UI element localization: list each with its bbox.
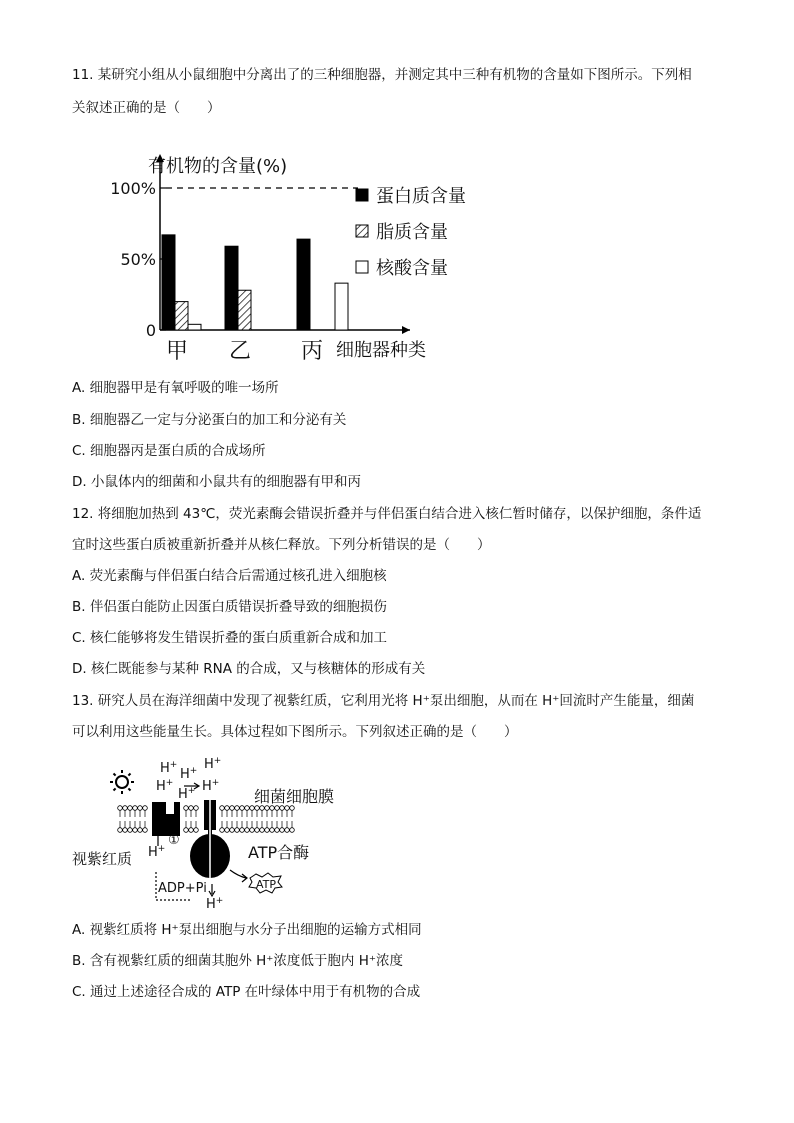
h-plus-label-4: H+ — [156, 778, 174, 794]
bar-0-1 — [175, 302, 188, 330]
lipid-head — [280, 806, 285, 811]
lipid-head — [184, 806, 189, 811]
h-plus-label-1: H+ — [160, 760, 178, 776]
lipid-head — [260, 828, 265, 833]
lipid-head — [118, 828, 123, 833]
legend-label: 核酸含量 — [376, 258, 448, 279]
q11-option-d[interactable]: D. 小鼠体内的细菌和小鼠共有的细胞器有甲和丙 — [72, 474, 361, 490]
q13-option-a[interactable]: A. 视紫红质将 H⁺泵出细胞与水分子出细胞的运输方式相同 — [72, 922, 422, 938]
circle-number-label: ① — [168, 833, 180, 848]
h-plus-label-3: H+ — [204, 756, 222, 772]
category-label: 甲 — [166, 339, 189, 364]
lipid-head — [240, 806, 245, 811]
category-label: 乙 — [229, 339, 252, 364]
lipid-head — [245, 828, 250, 833]
lipid-head — [260, 806, 265, 811]
lipid-head — [230, 806, 235, 811]
lipid-head — [220, 806, 225, 811]
q12-option-c[interactable]: C. 核仁能够将发生错误折叠的蛋白质重新合成和加工 — [72, 630, 388, 646]
rhodopsin-label: 视紫红质 — [72, 850, 133, 868]
lipid-head — [230, 828, 235, 833]
lipid-head — [118, 806, 123, 811]
bar-0-2 — [188, 324, 201, 330]
bar-2-0 — [297, 239, 310, 330]
q13-stem-line2: 可以利用这些能量生长。具体过程如下图所示。下列叙述正确的是（ ） — [72, 724, 518, 740]
bar-0-0 — [162, 235, 175, 330]
q13-option-b[interactable]: B. 含有视紫红质的细菌其胞外 H⁺浓度低于胞内 H⁺浓度 — [72, 953, 403, 969]
h-plus-label-6: H+ — [202, 778, 220, 794]
lipid-head — [255, 806, 260, 811]
organelle-content-chart — [110, 150, 500, 365]
lipid-head — [285, 828, 290, 833]
lipid-head — [123, 828, 128, 833]
q12-option-d[interactable]: D. 核仁既能参与某种 RNA 的合成，又与核糖体的形成有关 — [72, 661, 426, 677]
lipid-head — [189, 806, 194, 811]
q11-option-c[interactable]: C. 细胞器丙是蛋白质的合成场所 — [72, 443, 266, 459]
h-plus-label-inside: H+ — [148, 844, 166, 860]
lipid-head — [255, 828, 260, 833]
q11-option-a[interactable]: A. 细胞器甲是有氧呼吸的唯一场所 — [72, 380, 279, 396]
y-axis-label: 有机物的含量(%) — [148, 156, 288, 177]
legend-label: 脂质含量 — [376, 222, 448, 243]
rhodopsin-diagram — [72, 752, 362, 912]
q12-option-a[interactable]: A. 荧光素酶与伴侣蛋白结合后需通过核孔进入细胞核 — [72, 568, 387, 584]
bar-1-1 — [238, 290, 251, 330]
lipid-head — [194, 806, 199, 811]
q12-stem-line1: 12. 将细胞加热到 43℃，荧光素酶会错误折叠并与伴侣蛋白结合进入核仁暂时储存，以保护细胞，条件适 — [72, 506, 702, 522]
lipid-head — [275, 806, 280, 811]
legend-swatch — [356, 261, 368, 273]
y-tick-label: 50% — [120, 250, 156, 269]
q11-stem-line1: 11. 某研究小组从小鼠细胞中分离出了的三种细胞器，并测定其中三种有机物的含量如下图所示。下列相 — [72, 67, 692, 83]
lipid-head — [189, 828, 194, 833]
lipid-head — [133, 806, 138, 811]
lipid-head — [138, 806, 143, 811]
lipid-head — [194, 828, 199, 833]
category-label: 丙 — [301, 339, 324, 364]
legend-swatch — [356, 225, 368, 237]
lipid-head — [143, 806, 148, 811]
lipid-head — [290, 828, 295, 833]
q11-option-b[interactable]: B. 细胞器乙一定与分泌蛋白的加工和分泌有关 — [72, 412, 347, 428]
membrane-label: 细菌细胞膜 — [254, 787, 335, 806]
lipid-head — [275, 828, 280, 833]
atp-label: ATP — [256, 878, 277, 891]
lipid-head — [250, 806, 255, 811]
lipid-head — [270, 806, 275, 811]
atp-synthase-label: ATP合酶 — [248, 843, 310, 862]
q13-stem-line1: 13. 研究人员在海洋细菌中发现了视紫红质，它利用光将 H⁺泵出细胞，从而在 H⁺回流时产生能量，细菌 — [72, 693, 695, 709]
y-tick-label: 0 — [145, 321, 156, 340]
lipid-head — [138, 828, 143, 833]
lipid-head — [245, 806, 250, 811]
h-plus-label-bottom: H+ — [206, 896, 224, 912]
sun-icon — [110, 770, 134, 794]
legend-swatch — [356, 189, 368, 201]
legend-label: 蛋白质含量 — [376, 186, 466, 207]
bar-2-2 — [335, 283, 348, 330]
bar-1-0 — [225, 246, 238, 330]
lipid-head — [235, 806, 240, 811]
lipid-head — [123, 806, 128, 811]
lipid-head — [184, 828, 189, 833]
x-axis-arrow — [402, 326, 410, 334]
x-axis-label: 细胞器种类 — [336, 340, 426, 361]
lipid-head — [280, 828, 285, 833]
lipid-head — [220, 828, 225, 833]
lipid-head — [290, 806, 295, 811]
h-plus-label-2: H+ — [180, 766, 198, 782]
lipid-head — [128, 828, 133, 833]
y-tick-label: 100% — [110, 179, 156, 198]
lipid-head — [250, 828, 255, 833]
lipid-head — [225, 828, 230, 833]
lipid-head — [225, 806, 230, 811]
q12-option-b[interactable]: B. 伴侣蛋白能防止因蛋白质错误折叠导致的细胞损伤 — [72, 599, 387, 615]
q12-stem-line2: 宜时这些蛋白质被重新折叠并从核仁释放。下列分析错误的是（ ） — [72, 537, 491, 553]
q13-option-c[interactable]: C. 通过上述途径合成的 ATP 在叶绿体中用于有机物的合成 — [72, 984, 421, 1000]
lipid-head — [285, 806, 290, 811]
lipid-head — [265, 828, 270, 833]
lipid-head — [240, 828, 245, 833]
lipid-head — [235, 828, 240, 833]
lipid-head — [143, 828, 148, 833]
adp-pi-label: ADP+Pi — [158, 881, 207, 896]
lipid-head — [265, 806, 270, 811]
lipid-head — [133, 828, 138, 833]
lipid-head — [270, 828, 275, 833]
lipid-head — [128, 806, 133, 811]
q11-stem-line2: 关叙述正确的是（ ） — [72, 100, 221, 116]
h-plus-label-5: H+ — [178, 786, 196, 802]
